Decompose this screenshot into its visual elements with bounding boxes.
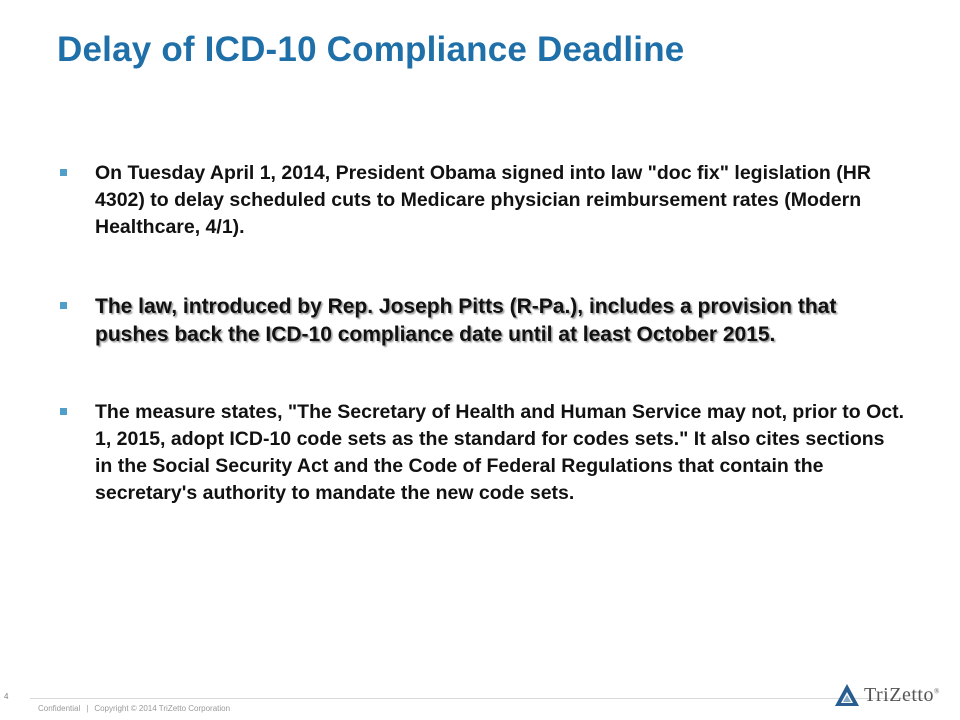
bullet-text: On Tuesday April 1, 2014, President Obama signed into law "doc fix" legislation (HR 4302) to delay scheduled cuts to Medicare physician reimbursement rates (Modern Healthcare, 4/1). xyxy=(95,162,871,238)
bullet-text: The measure states, "The Secretary of Health and Human Service may not, prior to Oct. 1, 2015, adopt ICD-10 code sets as the standard for codes sets." It also cites sections in the Social Security Act and the Code of Federal Regulations that contain the secretary's authority to mandate the new code sets. xyxy=(95,401,904,504)
bullet-item xyxy=(60,293,905,349)
trizetto-logo xyxy=(834,683,940,707)
square-bullet-icon xyxy=(60,302,67,309)
bullet-item xyxy=(60,399,905,507)
confidential-label: Confidential xyxy=(38,704,81,713)
bullet-list xyxy=(60,160,905,559)
slide-number: 4 xyxy=(4,692,9,701)
footer-separator: | xyxy=(86,704,89,713)
footer-text xyxy=(38,704,230,713)
square-bullet-icon xyxy=(60,408,67,415)
triangle-logo-icon xyxy=(834,683,860,707)
bullet-text: The law, introduced by Rep. Joseph Pitts (R-Pa.), includes a provision that pushes back the ICD-10 compliance date until at least October 2015. xyxy=(95,295,837,346)
footer-divider xyxy=(30,698,930,699)
bullet-item xyxy=(60,160,905,241)
slide-title: Delay of ICD-10 Compliance Deadline xyxy=(57,30,685,69)
logo-text: TriZetto® xyxy=(864,683,940,706)
copyright-text: Copyright © 2014 TriZetto Corporation xyxy=(94,704,231,713)
square-bullet-icon xyxy=(60,169,67,176)
